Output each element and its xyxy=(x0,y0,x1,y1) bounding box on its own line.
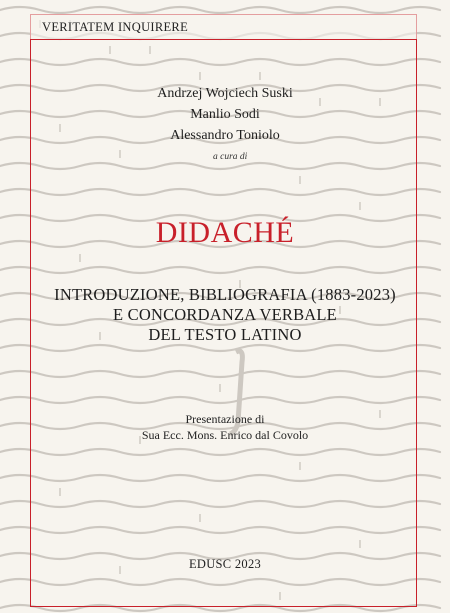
book-title: DIDACHÉ xyxy=(155,216,295,249)
publisher-year: EDUSC 2023 xyxy=(188,557,262,571)
subtitle-line: DEL TESTO LATINO xyxy=(148,325,302,344)
author-name: Alessandro Toniolo xyxy=(170,128,280,143)
subtitle-line: INTRODUZIONE, BIBLIOGRAFIA (1883-2023) xyxy=(54,285,396,304)
series-name: VERITATEM INQUIRERE xyxy=(42,20,189,34)
presentation-line: Sua Ecc. Mons. Enrico dal Covolo xyxy=(141,428,309,442)
subtitle-line: E CONCORDANZA VERBALE xyxy=(113,305,337,324)
author-name: Manlio Sodi xyxy=(190,107,260,122)
presentation-line: Presentazione di xyxy=(185,412,265,426)
curator-note: a cura di xyxy=(213,152,248,162)
author-name: Andrzej Wojciech Suski xyxy=(157,86,293,101)
